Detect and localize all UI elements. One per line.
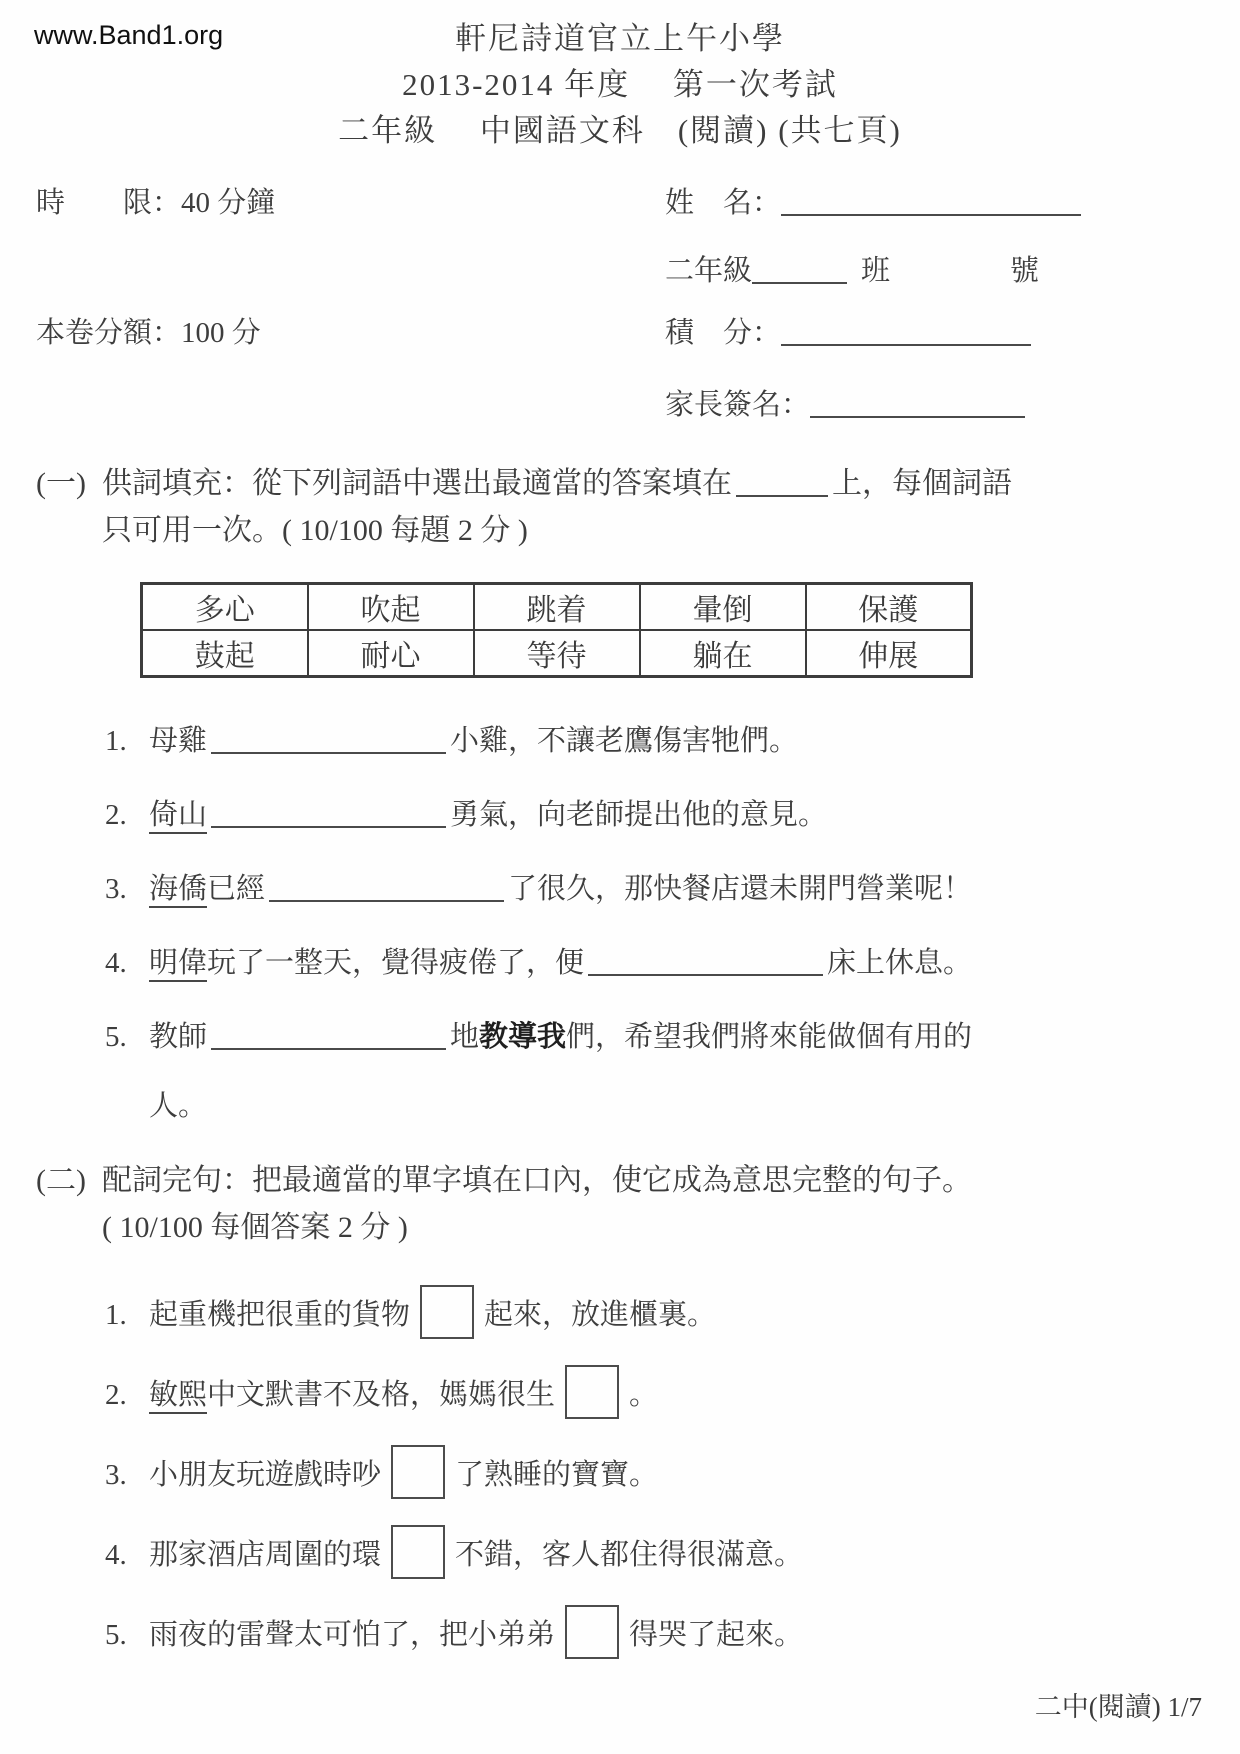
question-number: 2.	[105, 799, 127, 831]
answer-box	[391, 1445, 445, 1499]
exam-year-line: 2013-2014 年度 第一次考試	[402, 67, 838, 102]
question-text-continued: 人。	[149, 1090, 208, 1122]
question-row	[105, 1285, 1240, 1339]
school-title: 軒尼詩道官立上午小學	[455, 21, 785, 56]
name-blank-line	[781, 204, 1081, 216]
word-bank-cell: 暈倒	[640, 584, 806, 631]
watermark-text: www.Band1.org	[34, 20, 224, 50]
grade-subject-line: 二年級 中國語文科 (閱讀) (共七頁)	[338, 113, 902, 148]
answer-box	[565, 1605, 619, 1659]
total-marks-label: 本卷分額：100 分	[36, 317, 261, 349]
score-field	[665, 310, 1031, 351]
word-bank-cell: 耐心	[308, 630, 474, 677]
blank-line	[211, 1038, 446, 1050]
question-text: 了很久，那快餐店還未開門營業呢！	[508, 873, 973, 905]
question-text: 母雞	[149, 725, 208, 757]
question-text: 了熟睡的寶寶。	[455, 1459, 659, 1491]
student-name: 敏熙	[149, 1379, 207, 1414]
student-name: 倚山	[149, 799, 207, 834]
question-number: 5.	[105, 1619, 127, 1651]
section1-questions	[105, 718, 1240, 1124]
section2-title-line2: ( 10/100 每個答案 2 分 )	[102, 1211, 408, 1244]
word-bank-row	[142, 584, 972, 631]
section1-title-after-blank: 上，每個詞語	[832, 467, 1012, 500]
question-text: 雨夜的雷聲太可怕了，把小弟弟	[149, 1619, 556, 1651]
question-text: 不錯，客人都住得很滿意。	[455, 1539, 804, 1571]
score-label: 積 分：	[665, 317, 782, 349]
word-bank-cell: 鼓起	[142, 630, 308, 677]
question-row	[105, 940, 1240, 981]
question-text: 小朋友玩遊戲時吵	[149, 1459, 382, 1491]
student-name: 明偉	[149, 947, 207, 982]
question-number: 3.	[105, 873, 127, 905]
class-mid-label: 班	[861, 255, 891, 287]
question-text: 玩了一整天，覺得疲倦了，便	[207, 947, 585, 979]
question-row	[105, 718, 1240, 759]
section2-number: (二)	[36, 1164, 86, 1197]
question-text: 地	[450, 1021, 480, 1053]
section1-number: (一)	[36, 467, 86, 500]
class-prefix-label: 二年級	[665, 255, 753, 287]
parent-sign-label: 家長簽名：	[665, 389, 811, 421]
parent-sign-blank-line	[810, 406, 1025, 418]
question-row	[105, 1365, 1240, 1419]
question-text: 起來，放進櫃裏。	[484, 1299, 717, 1331]
time-limit-label: 時 限：40 分鐘	[36, 187, 276, 219]
question-row	[105, 1445, 1240, 1499]
page-footer: 二中(閱讀) 1/7	[1034, 1692, 1202, 1722]
question-number: 2.	[105, 1379, 127, 1411]
answer-box	[420, 1285, 474, 1339]
question-text: 教師	[149, 1021, 208, 1053]
blank-line	[736, 485, 828, 497]
question-number: 5.	[105, 1021, 127, 1053]
section2-heading	[36, 1157, 1204, 1251]
question-text: 勇氣，向老師提出他的意見。	[450, 799, 828, 831]
question-text-bold: 教導我	[479, 1021, 567, 1053]
question-text: 那家酒店周圍的環	[149, 1539, 382, 1571]
section1-heading	[36, 460, 1204, 554]
section2-questions	[105, 1285, 1240, 1659]
question-text: 得哭了起來。	[629, 1619, 804, 1651]
question-number: 1.	[105, 1299, 127, 1331]
score-blank-line	[781, 334, 1031, 346]
blank-line	[588, 964, 823, 976]
blank-line	[211, 816, 446, 828]
word-bank-cell: 跳着	[474, 584, 640, 631]
class-suffix-label: 號	[1010, 255, 1040, 287]
question-number: 4.	[105, 1539, 127, 1571]
class-number-field	[665, 248, 1039, 289]
question-number: 3.	[105, 1459, 127, 1491]
word-bank-table	[140, 582, 973, 678]
parent-signature-field	[665, 382, 1025, 423]
question-number: 4.	[105, 947, 127, 979]
question-text: 。	[629, 1379, 659, 1411]
question-text: 中文默書不及格，媽媽很生	[207, 1379, 556, 1411]
blank-line	[269, 890, 504, 902]
section2-title-line1: 配詞完句：把最適當的單字填在口內，使它成為意思完整的句子。	[102, 1164, 972, 1197]
question-text: 小雞，不讓老鷹傷害牠們。	[450, 725, 799, 757]
question-row	[105, 1605, 1240, 1659]
name-label: 姓 名：	[665, 187, 782, 219]
blank-line	[211, 742, 446, 754]
question-row	[105, 792, 1240, 833]
question-text: 起重機把很重的貨物	[149, 1299, 411, 1331]
candidate-info-block	[0, 168, 1240, 440]
word-bank-cell: 吹起	[308, 584, 474, 631]
question-number: 1.	[105, 725, 127, 757]
question-row	[105, 866, 1240, 907]
class-blank-line	[752, 272, 847, 284]
word-bank-cell: 多心	[142, 584, 308, 631]
answer-box	[391, 1525, 445, 1579]
question-text: 們，希望我們將來能做個有用的	[566, 1021, 973, 1053]
section1-title-line2: 只可用一次。( 10/100 每題 2 分 )	[102, 514, 528, 547]
question-text: 床上休息。	[827, 947, 973, 979]
word-bank-cell: 等待	[474, 630, 640, 677]
word-bank-cell: 保護	[806, 584, 972, 631]
question-text: 已經	[207, 873, 266, 905]
word-bank-cell: 躺在	[640, 630, 806, 677]
section1-title-before-blank: 供詞填充：從下列詞語中選出最適當的答案填在	[102, 467, 732, 500]
answer-box	[565, 1365, 619, 1419]
question-row	[105, 1525, 1240, 1579]
word-bank-cell: 伸展	[806, 630, 972, 677]
student-name: 海僑	[149, 873, 207, 908]
word-bank-row	[142, 630, 972, 677]
question-row	[105, 1014, 1240, 1124]
name-field	[665, 180, 1081, 221]
